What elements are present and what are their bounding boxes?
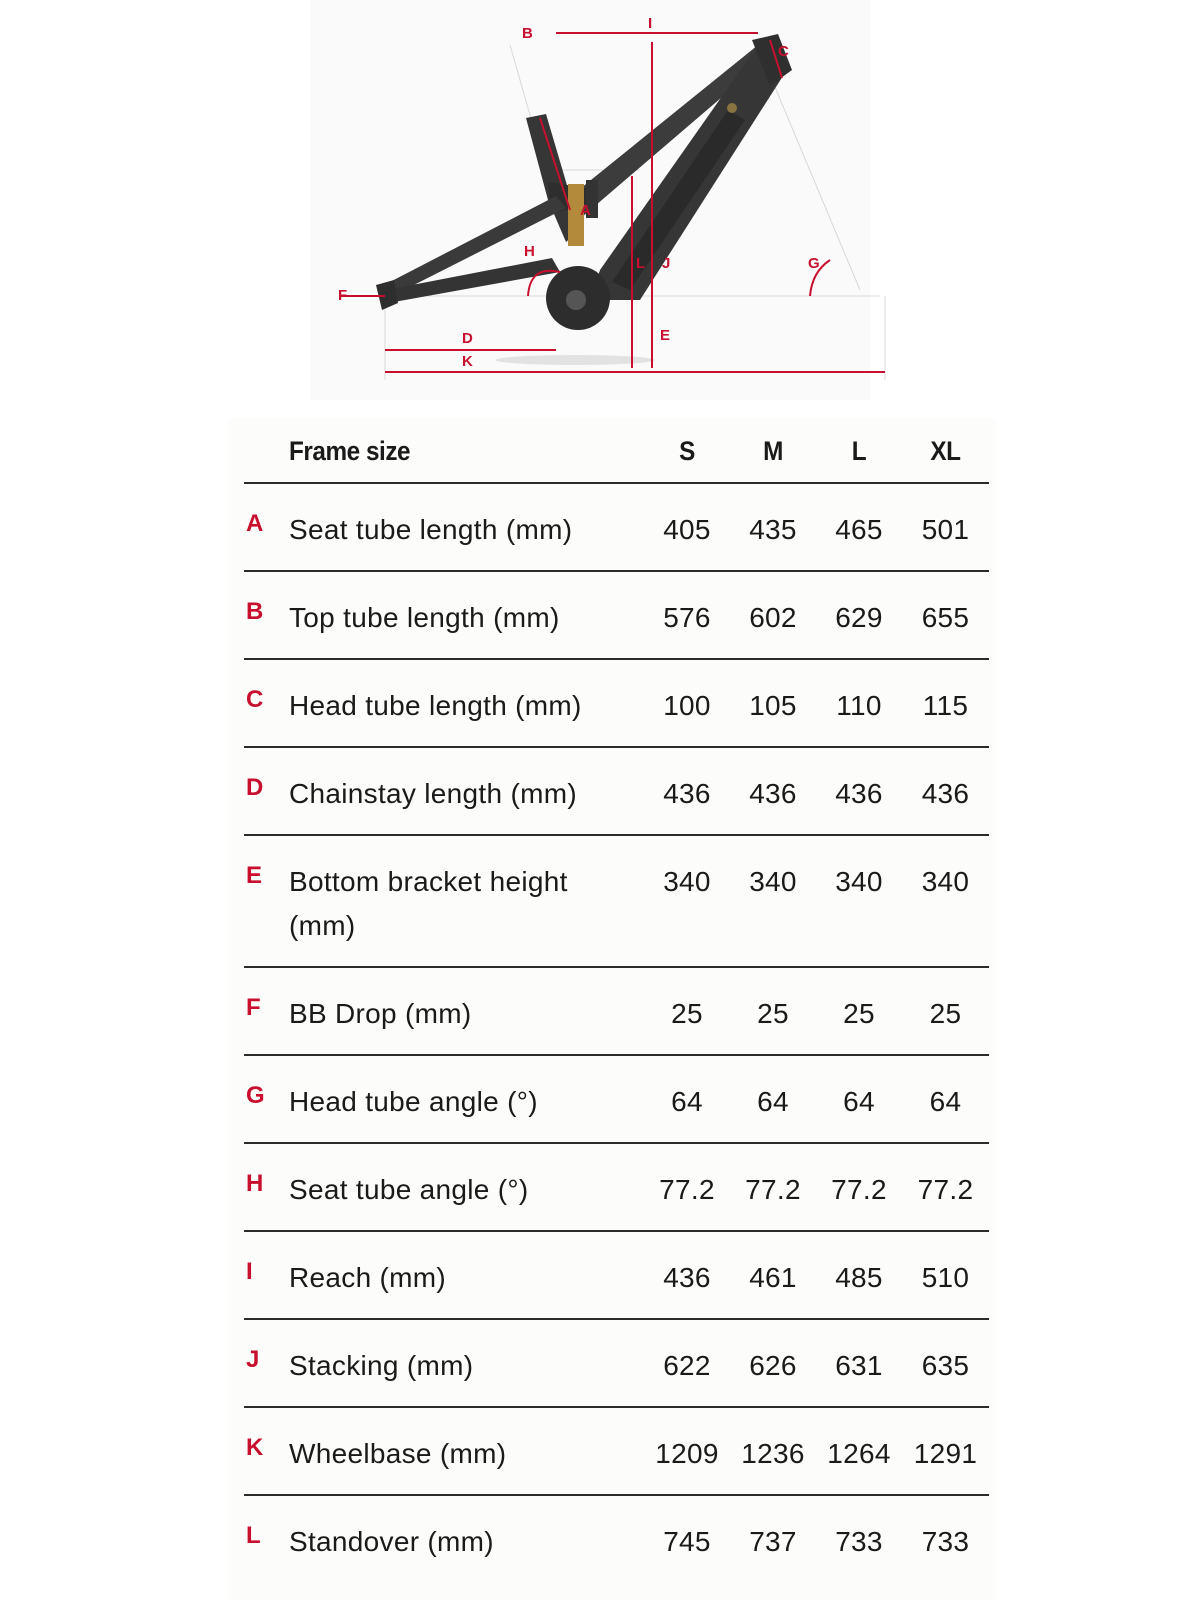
dim-label-i: I bbox=[648, 15, 653, 32]
value-s: 77.2 bbox=[659, 1174, 715, 1205]
table-row bbox=[244, 835, 989, 967]
table-row bbox=[244, 483, 989, 571]
value-l: 64 bbox=[843, 1086, 875, 1117]
value-l: 25 bbox=[843, 998, 875, 1029]
row-letter: L bbox=[246, 1522, 261, 1549]
value-l: 436 bbox=[835, 778, 883, 809]
table-row bbox=[244, 1319, 989, 1407]
dim-label-j: J bbox=[662, 255, 671, 272]
row-letter: B bbox=[246, 598, 264, 625]
value-s: 25 bbox=[671, 998, 703, 1029]
value-xl: 1291 bbox=[913, 1438, 978, 1469]
table-row bbox=[244, 1055, 989, 1143]
value-m: 105 bbox=[749, 690, 797, 721]
value-xl: 25 bbox=[929, 998, 962, 1029]
row-label: Top tube length (mm) bbox=[289, 602, 560, 633]
dim-label-b: B bbox=[522, 25, 533, 42]
crank-spindle bbox=[566, 290, 586, 310]
value-m: 602 bbox=[749, 602, 797, 633]
value-s: 100 bbox=[663, 690, 711, 721]
frame-size-heading: Frame size bbox=[289, 418, 609, 483]
frame-geometry-diagram bbox=[0, 0, 1200, 420]
table-row bbox=[244, 967, 989, 1055]
row-label: Chainstay length (mm) bbox=[289, 778, 577, 809]
dim-label-l: L bbox=[636, 255, 646, 272]
size-heading-xl: XL bbox=[906, 418, 984, 483]
header-letter-spacer bbox=[246, 418, 287, 483]
value-xl: 64 bbox=[929, 1086, 962, 1117]
row-label: Standover (mm) bbox=[289, 1526, 494, 1557]
size-heading-m: M bbox=[734, 418, 811, 483]
value-l: 629 bbox=[835, 602, 883, 633]
value-xl: 655 bbox=[921, 602, 970, 633]
row-label: BB Drop (mm) bbox=[289, 998, 472, 1029]
value-s: 436 bbox=[663, 778, 711, 809]
table-row bbox=[244, 1143, 989, 1231]
value-xl: 115 bbox=[922, 690, 969, 721]
row-letter: C bbox=[246, 686, 264, 713]
value-s: 576 bbox=[663, 602, 711, 633]
table-row bbox=[244, 747, 989, 835]
size-heading-s: S bbox=[648, 418, 725, 483]
table-row bbox=[244, 1495, 989, 1583]
value-l: 485 bbox=[835, 1262, 883, 1293]
value-s: 405 bbox=[663, 514, 711, 545]
row-letter: K bbox=[246, 1434, 264, 1461]
table-row bbox=[244, 1231, 989, 1319]
dim-label-e: E bbox=[660, 327, 671, 344]
row-label: Head tube length (mm) bbox=[289, 690, 582, 721]
value-m: 25 bbox=[757, 998, 789, 1029]
value-m: 340 bbox=[749, 866, 797, 897]
value-m: 737 bbox=[749, 1526, 797, 1557]
value-xl: 733 bbox=[921, 1526, 970, 1557]
dim-label-g: G bbox=[808, 255, 820, 272]
row-label: Stacking (mm) bbox=[289, 1350, 474, 1381]
row-letter: G bbox=[246, 1082, 265, 1109]
dim-label-c: C bbox=[778, 43, 789, 60]
row-label: Seat tube length (mm) bbox=[289, 514, 573, 545]
value-m: 77.2 bbox=[745, 1174, 801, 1205]
row-label: Seat tube angle (°) bbox=[289, 1174, 529, 1205]
dim-label-a: A bbox=[580, 202, 591, 219]
dim-label-d: D bbox=[462, 330, 473, 347]
row-label: Head tube angle (°) bbox=[289, 1086, 538, 1117]
value-s: 622 bbox=[663, 1350, 711, 1381]
value-m: 626 bbox=[749, 1350, 797, 1381]
row-letter: J bbox=[246, 1346, 260, 1373]
value-l: 340 bbox=[835, 866, 883, 897]
value-m: 1236 bbox=[741, 1438, 805, 1469]
value-l: 465 bbox=[835, 514, 883, 545]
row-label: Wheelbase (mm) bbox=[289, 1438, 507, 1469]
row-letter: A bbox=[246, 510, 264, 537]
frame-badge bbox=[727, 103, 737, 113]
row-letter: D bbox=[246, 774, 264, 801]
dim-label-f: F bbox=[338, 287, 348, 304]
row-letter: I bbox=[246, 1258, 253, 1285]
row-label: Bottom bracket height (mm) bbox=[289, 866, 568, 941]
row-letter: F bbox=[246, 994, 261, 1021]
row-letter: H bbox=[246, 1170, 264, 1197]
value-m: 64 bbox=[757, 1086, 789, 1117]
value-xl: 501 bbox=[921, 514, 970, 545]
geometry-table-panel bbox=[228, 418, 996, 1600]
value-xl: 635 bbox=[921, 1350, 970, 1381]
row-label: Reach (mm) bbox=[289, 1262, 447, 1293]
value-xl: 436 bbox=[921, 778, 970, 809]
value-m: 461 bbox=[749, 1262, 797, 1293]
value-s: 745 bbox=[663, 1526, 711, 1557]
value-l: 77.2 bbox=[831, 1174, 887, 1205]
dim-label-h: H bbox=[524, 243, 535, 260]
value-xl: 510 bbox=[921, 1262, 970, 1293]
value-xl: 340 bbox=[921, 866, 970, 897]
value-m: 435 bbox=[749, 514, 797, 545]
value-s: 340 bbox=[663, 866, 711, 897]
size-heading-l: L bbox=[820, 418, 897, 483]
table-row bbox=[244, 1407, 989, 1495]
table-header-row bbox=[244, 418, 989, 483]
dim-label-k: K bbox=[462, 353, 473, 370]
value-m: 436 bbox=[749, 778, 797, 809]
value-l: 110 bbox=[836, 690, 882, 721]
value-l: 733 bbox=[835, 1526, 883, 1557]
value-l: 631 bbox=[835, 1350, 883, 1381]
value-s: 436 bbox=[663, 1262, 711, 1293]
value-xl: 77.2 bbox=[917, 1174, 974, 1205]
table-row bbox=[244, 571, 989, 659]
value-l: 1264 bbox=[827, 1438, 891, 1469]
value-s: 1209 bbox=[655, 1438, 719, 1469]
row-letter: E bbox=[246, 862, 263, 889]
value-s: 64 bbox=[671, 1086, 703, 1117]
geometry-table bbox=[244, 418, 989, 1583]
table-row bbox=[244, 659, 989, 747]
